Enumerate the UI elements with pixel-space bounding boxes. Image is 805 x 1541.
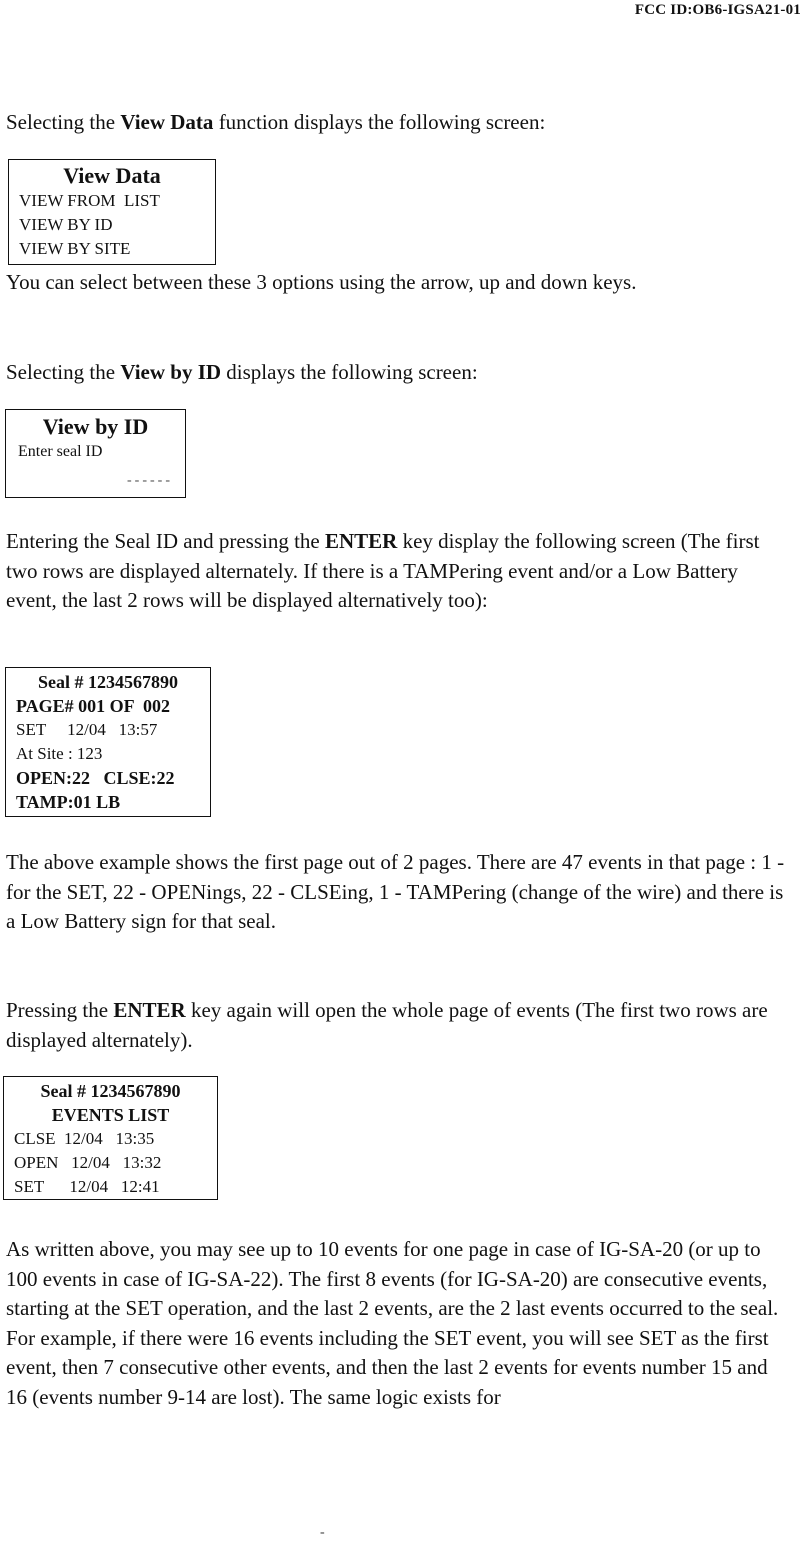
screen-view-by-id: [5, 409, 186, 498]
paragraph-view-by-id-intro: [6, 358, 786, 388]
site-row: At Site : 123: [16, 744, 103, 763]
paragraph-enter-seal-id: [6, 527, 786, 616]
event-row-set: SET 12/04 12:41: [14, 1177, 160, 1196]
events-list-title: EVENTS LIST: [51, 1105, 170, 1125]
screen-events-list: [3, 1076, 218, 1200]
seal-number: Seal # 1234567890: [40, 1081, 181, 1101]
screen-view-data: [8, 159, 216, 265]
p3-text-before: Selecting the: [6, 360, 121, 384]
tamper-battery-row: TAMP:01 LB: [16, 792, 121, 812]
paragraph-example-explanation: The above example shows the first page out of 2 pages. There are 47 events in that page : 1 - for the SET, 22 - OPENings, 22 - CLSEing, 1 - TAMPering (change of the wire) and there is a Low Battery sign for that seal.: [6, 850, 785, 933]
enter-seal-id-prompt: Enter seal ID: [18, 443, 103, 460]
menu-item-view-from-list: VIEW FROM LIST: [19, 191, 160, 210]
event-row-close: CLSE 12/04 13:35: [14, 1129, 155, 1148]
seal-number: Seal # 1234567890: [37, 672, 178, 692]
p6-text-after: key again will open the whole page of events (The first two rows are displayed alternately).: [6, 998, 768, 1052]
page-number-mark: -: [320, 1525, 325, 1540]
p6-bold-term: ENTER: [113, 998, 186, 1022]
p4-bold-term: ENTER: [325, 529, 398, 553]
paragraph-events-explanation: As written above, you may see up to 10 events for one page in case of IG-SA-20 (or up to 100 events in case of IG-SA-22). The first 8 events (for IG-SA-20) are consecutive events, starting at the SET operation, and the last 2 events, are the 2 last events occurred to the seal. For example, if there were 16 events including the SET event, you will see SET as the first event, then 7 consecutive other events, and then the last 2 events for events number 15 and 16 (events number 9-14 are lost). The same logic exists for: [6, 1237, 779, 1409]
p6-text-before: Pressing the: [6, 998, 114, 1022]
menu-item-view-by-site: VIEW BY SITE: [19, 239, 131, 258]
page-indicator: PAGE# 001 OF 002: [16, 696, 170, 716]
p1-text-after: function displays the following screen:: [213, 110, 546, 134]
p3-text-after: displays the following screen:: [221, 360, 478, 384]
p4-text-before: Entering the Seal ID and pressing the: [6, 529, 325, 553]
paragraph-view-data-intro: [6, 108, 786, 138]
screen-title: View Data: [63, 163, 161, 188]
seal-id-input-mask: ------: [127, 473, 173, 488]
p1-text-before: Selecting the: [6, 110, 121, 134]
p1-bold-term: View Data: [120, 110, 214, 134]
screen-seal-summary: [5, 667, 211, 817]
fcc-id-header: FCC ID:OB6-IGSA21-01: [634, 2, 801, 18]
p4-text-after: key display the following screen (The first two rows are displayed alternately. If there is a TAMPering event and/or a Low Battery event, the last 2 rows will be displayed alternatively too):: [6, 529, 760, 612]
open-close-counts-row: OPEN:22 CLSE:22: [16, 768, 175, 788]
p3-bold-term: View by ID: [120, 360, 222, 384]
paragraph-select-options: You can select between these 3 options using the arrow, up and down keys.: [6, 270, 637, 294]
screen-title: View by ID: [42, 414, 149, 439]
paragraph-enter-again: [6, 996, 786, 1055]
event-row-open: OPEN 12/04 13:32: [14, 1153, 162, 1172]
set-event-row: SET 12/04 13:57: [16, 720, 158, 739]
menu-item-view-by-id: VIEW BY ID: [19, 215, 113, 234]
